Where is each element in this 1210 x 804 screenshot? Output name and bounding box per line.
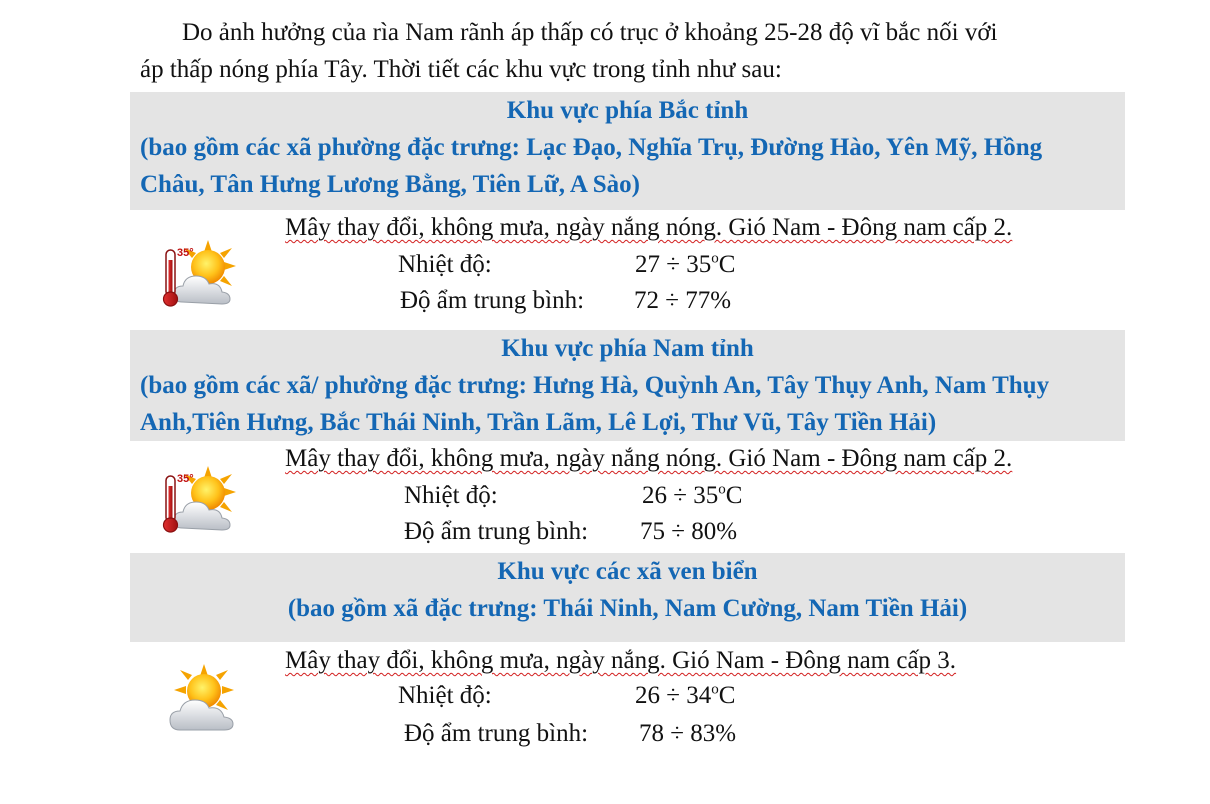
temperature-label: Nhiệt độ: [398,251,492,278]
intro-line-2: áp thấp nóng phía Tây. Thời tiết các khu vực trong tỉnh như sau: [140,56,782,83]
temperature-value: $27 \div 35^oC$ [635,250,736,278]
humidity-value: 72 ÷ 77% [634,287,732,314]
region-subtitle-line-1: (bao gồm xã đặc trưng: Thái Ninh, Nam Cường, Nam Tiền Hải) [287,595,968,622]
region-forecast: Mây thay đổi, không mưa, ngày nắng nóng. Gió Nam - Đông nam cấp 2. [285,214,1013,241]
region-coastal-header [130,553,1125,642]
temperature-value: $26 \div 34^oC$ [635,681,736,709]
sun-cloud-icon [162,662,244,744]
humidity-label: Độ ẩm trung bình: [400,287,585,314]
temperature-label: Nhiệt độ: [398,682,492,709]
temperature-label: Nhiệt độ: [404,482,498,509]
region-subtitle-line-1: (bao gồm các xã/ phường đặc trưng: Hưng Hà, Quỳnh An, Tây Thụy Anh, Nam Thụy [140,372,1050,399]
region-subtitle-line-1: (bao gồm các xã phường đặc trưng: Lạc Đạo, Nghĩa Trụ, Đường Hào, Yên Mỹ, Hồng [140,134,1043,161]
region-title: Khu vực phía Nam tỉnh [501,335,754,362]
icon-badge: 35° [177,247,194,259]
humidity-label: Độ ẩm trung bình: [404,720,589,747]
thermometer-sun-cloud-icon [160,462,242,544]
thermometer-icon [164,250,178,306]
humidity-value: 75 ÷ 80% [640,518,738,545]
region-south-header [130,330,1125,441]
region-north-header [130,92,1125,210]
temperature-value: $26 \div 35^oC$ [642,481,743,509]
region-subtitle-line-2: Anh,Tiên Hưng, Bắc Thái Ninh, Trần Lãm, Lê Lợi, Thư Vũ, Tây Tiền Hải) [140,409,937,436]
region-forecast: Mây thay đổi, không mưa, ngày nắng nóng. Gió Nam - Đông nam cấp 2. [285,445,1013,472]
thermometer-icon [164,476,178,532]
humidity-value: 78 ÷ 83% [639,720,737,747]
icon-badge: 35° [177,473,194,485]
region-forecast: Mây thay đổi, không mưa, ngày nắng. Gió Nam - Đông nam cấp 3. [285,647,957,674]
region-subtitle-line-2: Châu, Tân Hưng Lương Bằng, Tiên Lữ, A Sào) [140,171,641,198]
intro-paragraph [140,14,1120,88]
intro-line-1: Do ảnh hưởng của rìa Nam rãnh áp thấp có trục ở khoảng 25-28 độ vĩ bắc nối với [182,19,998,46]
thermometer-sun-cloud-icon [160,236,242,318]
humidity-label: Độ ẩm trung bình: [404,518,589,545]
region-title: Khu vực phía Bắc tỉnh [506,97,749,124]
region-title: Khu vực các xã ven biển [497,558,758,585]
